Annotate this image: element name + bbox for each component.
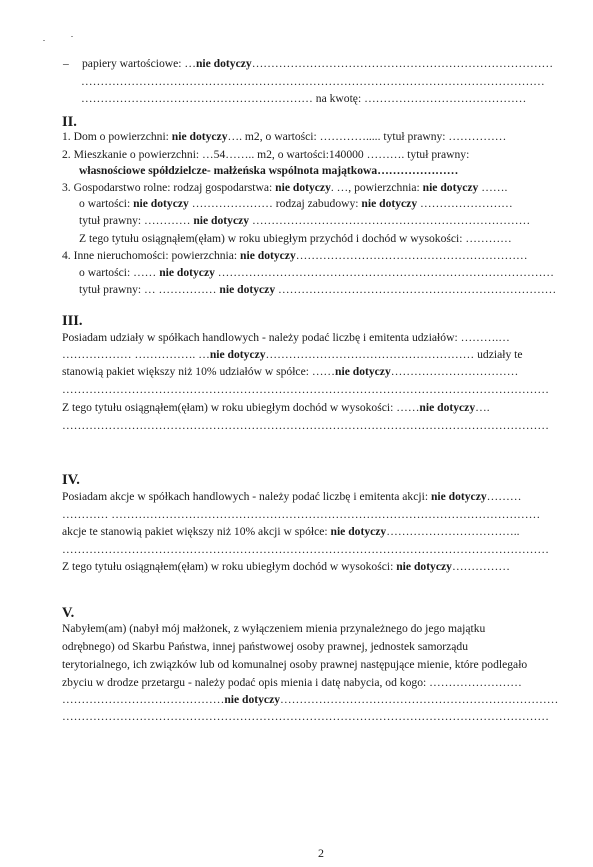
dotted-line	[62, 710, 549, 724]
text-segment: ………………………………………………………………………………………………………………	[62, 419, 549, 432]
dotted-line	[62, 508, 540, 522]
text-segment: Posiadam udziały w spółkach handlowych - należy podać liczbę i emitenta udziałów: ……….…	[62, 331, 510, 344]
text-segment: ……………… ……………. …	[62, 348, 210, 361]
bold-text: nie dotyczy	[159, 266, 215, 279]
text-segment: ……………………	[417, 197, 513, 210]
scan-speck	[43, 40, 45, 41]
bold-text: nie dotyczy	[422, 181, 479, 194]
text-segment: stanowią pakiet większy niż 10% udziałów w spółce: ……	[62, 365, 336, 378]
bold-text: nie dotyczy	[209, 348, 266, 361]
scan-speck	[71, 36, 73, 37]
text-segment: ……………	[451, 560, 510, 573]
bold-text: nie dotyczy	[330, 525, 387, 538]
shares-income-line	[62, 401, 490, 415]
dotted-line	[62, 383, 549, 397]
text-segment: Z tego tytułu osiągnąłem(ęłam) w roku ubiegłym dochód w wysokości: ……	[62, 401, 420, 414]
acquisition-line-1	[62, 622, 485, 636]
text-segment: o wartości:	[79, 197, 134, 210]
section-heading-iv: IV.	[62, 472, 80, 488]
bold-text: nie dotyczy	[396, 560, 452, 573]
text-segment: Posiadam akcje w spółkach handlowych - należy podać liczbę i emitenta akcji:	[62, 490, 431, 503]
text-segment: 1. Dom o powierzchni:	[62, 130, 172, 143]
line-text	[82, 57, 553, 70]
text-segment: terytorialnego, ich związków lub od komunalnej osoby prawnej następujące mienie, które podlegało	[62, 658, 528, 671]
acquisition-line-3	[62, 658, 527, 672]
apartment-title-line	[79, 164, 458, 178]
text-segment: …. m2, o wartości: …………..... tytuł prawny: ……………	[227, 130, 507, 143]
stocks-package-line	[62, 525, 520, 539]
section-heading-ii: II.	[62, 114, 77, 130]
shares-detail-line	[62, 348, 523, 362]
bold-text: nie dotyczy	[419, 401, 476, 414]
text-segment: ….	[475, 401, 490, 414]
securities-line	[63, 57, 563, 71]
dotted-line	[81, 75, 545, 89]
stocks-income-line	[62, 560, 510, 574]
text-segment: odrębnego) od Skarbu Państwa, innej państwowej osoby prawnej, jednostek samorządu	[62, 640, 469, 653]
text-segment: ………………………………………………………………	[275, 283, 557, 296]
stocks-line	[62, 490, 521, 504]
section-heading-v: V.	[62, 605, 75, 621]
shares-line	[62, 331, 510, 345]
text-segment: ………	[486, 490, 522, 503]
shares-package-line	[62, 365, 518, 379]
farm-line	[62, 181, 507, 195]
bold-text: nie dotyczy	[171, 130, 228, 143]
text-segment: …………………………………………………… na kwotę: ……………………………………	[81, 92, 527, 105]
text-segment: Z tego tytułu osiągnąłem(ęłam) w roku ubiegłym przychód i dochód w wysokości: …………	[79, 232, 512, 245]
section-heading-iii: III.	[62, 313, 83, 329]
text-segment: ……………………………………………………	[295, 249, 528, 262]
bold-text: nie dotyczy	[219, 283, 276, 296]
other-property-value-line	[79, 266, 554, 280]
text-segment: ……………………………………………… udziały te	[265, 348, 523, 361]
text-segment: …………………………………………………………………………………………………………	[81, 75, 545, 88]
text-segment: ………………………………………………………………………………………………………………	[62, 383, 549, 396]
amount-line	[81, 92, 526, 106]
bold-text: własnościowe spółdzielcze- małżeńska wspólnota majątkowa…………………	[79, 164, 459, 177]
text-segment: ……………………………………………………………………………	[214, 266, 555, 279]
acquisition-line-4	[62, 676, 522, 690]
text-segment: ………………………………………………………………………………………………………………	[62, 543, 549, 556]
text-segment: Nabyłem(am) (nabył mój małżonek, z wyłączeniem mienia przynależnego do jego majątku	[62, 622, 486, 635]
bold-text: nie dotyczy	[193, 214, 250, 227]
bullet-dash: –	[63, 57, 69, 70]
text-segment: 2. Mieszkanie o powierzchni: …54…….. m2, o wartości:140000 ………. tytuł prawny:	[62, 148, 470, 161]
page-number: 2	[318, 846, 324, 860]
text-segment: o wartości: ……	[79, 266, 160, 279]
text-segment: ……………………………..	[386, 525, 520, 538]
bold-text: nie dotyczy	[335, 365, 391, 378]
dotted-line	[62, 419, 549, 433]
bold-text: nie dotyczy	[430, 490, 487, 503]
apartment-line	[62, 148, 469, 162]
bold-text: nie dotyczy	[240, 249, 296, 262]
text-segment: ……………………………………	[62, 693, 225, 706]
dotted-line	[62, 543, 549, 557]
text-segment: ……………………………………………………………………	[251, 57, 554, 70]
text-segment: ………………………………………………………………	[249, 214, 531, 227]
text-segment: ………… …………………………………………………………………………………………………	[62, 508, 541, 521]
text-segment: 4. Inne nieruchomości: powierzchnia:	[62, 249, 241, 262]
bold-text: nie dotyczy	[275, 181, 331, 194]
acquisition-detail-line	[62, 693, 558, 707]
text-segment: tytuł prawny: … ……………	[79, 283, 220, 296]
text-segment: 3. Gospodarstwo rolne: rodzaj gospodarstwa:	[62, 181, 276, 194]
text-segment: Z tego tytułu osiągnąłem(ęłam) w roku ubiegłym dochód w wysokości:	[62, 560, 397, 573]
text-segment: tytuł prawny: …………	[79, 214, 194, 227]
house-line	[62, 130, 506, 144]
bold-text: nie dotyczy	[361, 197, 418, 210]
farm-value-line	[79, 197, 513, 211]
text-segment: ………………… rodzaj zabudowy:	[188, 197, 362, 210]
text-segment: ………………………………………………………………	[280, 693, 559, 706]
farm-title-line	[79, 214, 530, 228]
acquisition-line-2	[62, 640, 468, 654]
text-segment: zbyciu w drodze przetargu - należy podać opis mienia i datę nabycia, od kogo: ……………………	[62, 676, 522, 689]
bold-text: nie dotyczy	[195, 57, 252, 70]
text-segment: ………………………………………………………………………………………………………………	[62, 710, 549, 723]
bold-text: nie dotyczy	[224, 693, 281, 706]
text-segment: ……………………………	[390, 365, 519, 378]
bold-text: nie dotyczy	[133, 197, 189, 210]
text-segment: papiery wartościowe: …	[82, 57, 196, 70]
text-segment: akcje te stanowią pakiet większy niż 10% akcji w spółce:	[62, 525, 331, 538]
other-property-title-line	[79, 283, 556, 297]
other-property-line	[62, 249, 528, 263]
text-segment: . …, powierzchnia:	[330, 181, 423, 194]
farm-income-line	[79, 232, 512, 246]
text-segment: …….	[478, 181, 508, 194]
